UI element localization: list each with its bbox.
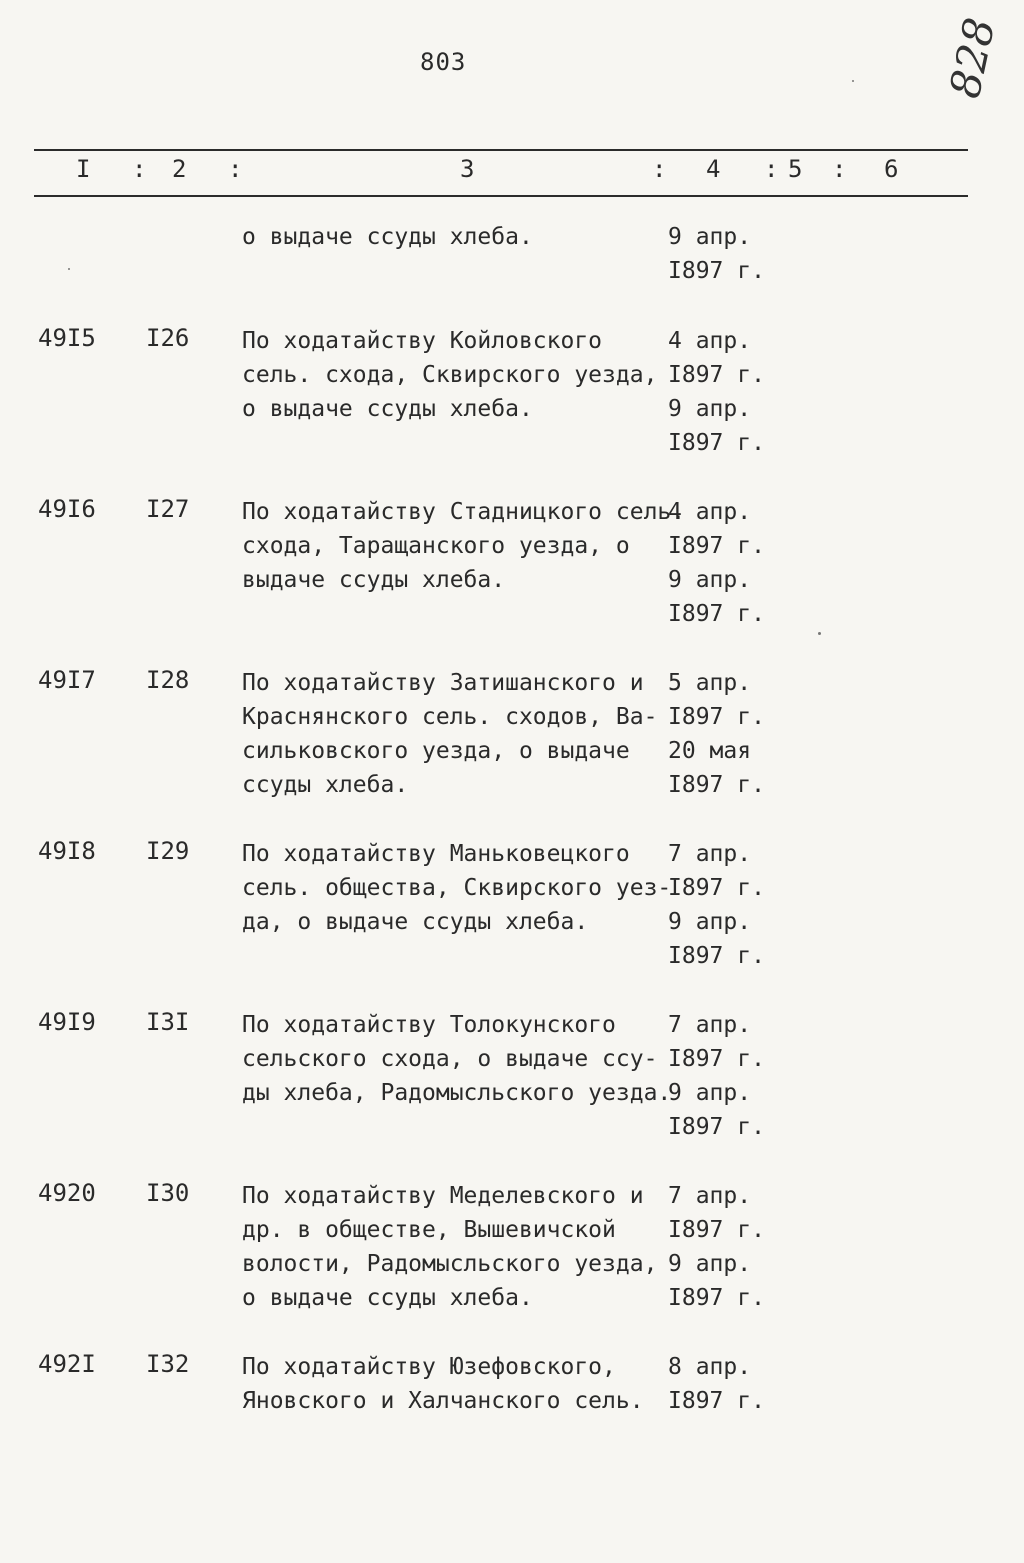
entry-number: 49I6: [38, 495, 96, 523]
entry-dates: 8 апр. I897 г.: [668, 1354, 765, 1414]
entry-number: 492I: [38, 1350, 96, 1378]
scan-speck: [818, 632, 821, 635]
entry-dates: 7 апр. I897 г. 9 апр. I897 г.: [668, 841, 765, 969]
inventory-entry: [0, 666, 1024, 837]
inventory-entry: [0, 1008, 1024, 1179]
column-header-5: 5: [788, 155, 803, 183]
case-number: I3I: [146, 1008, 190, 1036]
entry-description: По ходатайству Толокунского сельского схода, о выдаче ссу- ды хлеба, Радомысльского уезда.: [242, 1012, 672, 1106]
inventory-entry: [0, 324, 1024, 495]
entry-number: 49I7: [38, 666, 96, 694]
case-number: I32: [146, 1350, 190, 1378]
entry-dates: 4 апр. I897 г. 9 апр. I897 г.: [668, 328, 765, 456]
entry-description: По ходатайству Койловского сель. схода, Сквирского уезда, о выдаче ссуды хлеба.: [242, 328, 658, 422]
column-separator: :: [764, 155, 779, 183]
handwritten-archive-number: 828: [940, 13, 1005, 103]
entry-number: 49I8: [38, 837, 96, 865]
case-number: I30: [146, 1179, 190, 1207]
entry-number: 4920: [38, 1179, 96, 1207]
entry-dates: 7 апр. I897 г. 9 апр. I897 г.: [668, 1012, 765, 1140]
column-header-row: [0, 155, 1024, 189]
entry-number: 49I5: [38, 324, 96, 352]
entry-description: По ходатайству Маньковецкого сель. общества, Сквирского уез- да, о выдаче ссуды хлеба.: [242, 841, 672, 935]
entry-dates: 4 апр. I897 г. 9 апр. I897 г.: [668, 499, 765, 627]
scan-speck: [68, 268, 70, 270]
column-header-3: 3: [460, 155, 475, 183]
entry-number: 49I9: [38, 1008, 96, 1036]
inventory-entry: [0, 1179, 1024, 1350]
entry-description: По ходатайству Меделевского и др. в обществе, Вышевичской волости, Радомысльского уезда, о выдаче ссуды хлеба.: [242, 1183, 658, 1311]
scan-speck: [852, 80, 854, 82]
header-top-rule: [34, 149, 968, 151]
entry-description: По ходатайству Юзефовского, Яновского и Халчанского сель.: [242, 1354, 644, 1414]
inventory-entry: [0, 837, 1024, 1008]
page-number: 803: [420, 48, 467, 76]
column-separator: :: [652, 155, 667, 183]
case-number: I28: [146, 666, 190, 694]
entry-dates: 7 апр. I897 г. 9 апр. I897 г.: [668, 1183, 765, 1311]
column-separator: :: [228, 155, 243, 183]
column-separator: :: [832, 155, 847, 183]
inventory-entry-continued: [0, 220, 1024, 324]
column-header-4: 4: [706, 155, 721, 183]
inventory-entry: [0, 1350, 1024, 1521]
column-header-1: I: [76, 155, 91, 183]
entry-dates: 5 апр. I897 г. 20 мая I897 г.: [668, 670, 765, 798]
column-separator: :: [132, 155, 147, 183]
entry-description: о выдаче ссуды хлеба.: [242, 224, 533, 250]
entry-description: По ходатайству Стадницкого сель. схода, Таращанского уезда, о выдаче ссуды хлеба.: [242, 499, 686, 593]
column-header-2: 2: [172, 155, 187, 183]
entry-description: По ходатайству Затишанского и Краснянского сель. сходов, Ва- сильковского уезда, о выдаче ссуды хлеба.: [242, 670, 658, 798]
case-number: I26: [146, 324, 190, 352]
inventory-entries: [0, 220, 1024, 1521]
entry-dates: 9 апр. I897 г.: [668, 224, 765, 284]
inventory-entry: [0, 495, 1024, 666]
case-number: I29: [146, 837, 190, 865]
header-bottom-rule: [34, 195, 968, 197]
case-number: I27: [146, 495, 190, 523]
column-header-6: 6: [884, 155, 899, 183]
